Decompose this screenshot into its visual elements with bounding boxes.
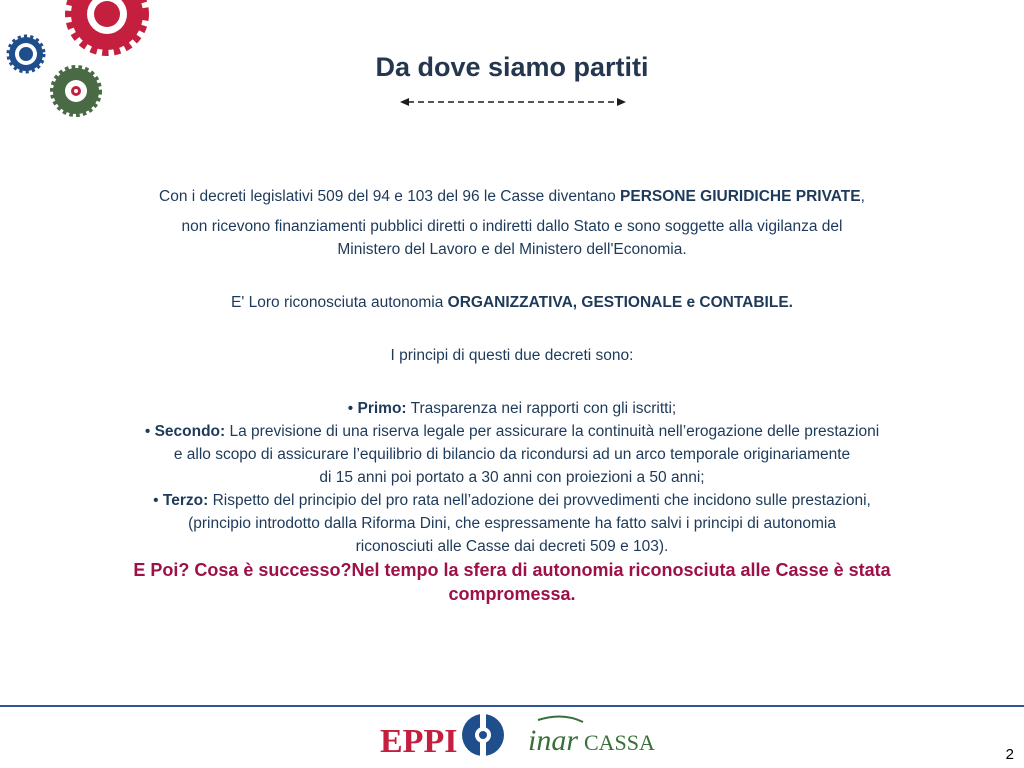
text-segment: E' Loro riconosciuta autonomia [231, 294, 448, 311]
inarcassa-logo [528, 716, 655, 757]
footer-logos [378, 712, 668, 760]
slide-title: Da dove siamo partiti [375, 52, 649, 82]
bullet-marker: • [347, 400, 358, 417]
bullet-text-line: riconosciuti alle Casse dai decreti 509 e 103). [355, 538, 669, 555]
paragraph-autonomy [60, 291, 964, 314]
paragraph-line: Ministero del Lavoro e del Ministero dell'Economia. [337, 241, 687, 258]
bullet-text-line: e allo scopo di assicurare l’equilibrio di bilancio da ricondursi ad un arco temporale originariamente [173, 446, 851, 463]
paragraph-status [60, 185, 964, 208]
svg-text:inar: inar [528, 724, 579, 757]
bullet-item [60, 397, 964, 420]
bullet-text: La previsione di una riserva legale per assicurare la continuità nell’erogazione delle prestazioni [229, 423, 880, 440]
paragraph-principles-intro: I principi di questi due decreti sono: [390, 347, 634, 364]
svg-text:CASSA: CASSA [584, 730, 655, 755]
bullet-text: Trasparenza nei rapporti con gli iscritti; [410, 400, 677, 417]
slide-body [60, 185, 964, 606]
bold-text: ORGANIZZATIVA, GESTIONALE e CONTABILE. [447, 294, 793, 311]
bullet-item [60, 420, 964, 443]
bullet-item [60, 489, 964, 512]
bullet-label: Primo: [357, 400, 407, 417]
bullet-marker: • [144, 423, 155, 440]
text-segment: Con i decreti legislativi 509 del 94 e 103 del 96 le Casse diventano [159, 188, 621, 205]
cipag-logo-icon [462, 714, 504, 756]
page-number: 2 [1005, 746, 1014, 763]
paragraph-line: non ricevono finanziamenti pubblici diretti o indiretti dallo Stato e sono soggette alla vigilanza del [181, 218, 843, 235]
highlight-question [60, 558, 964, 606]
bullet-label: Terzo: [162, 492, 209, 509]
text-segment: , [860, 188, 865, 205]
bullet-text-line: (principio introdotto dalla Riforma Dini, che espressamente ha fatto salvi i principi di autonomia [188, 515, 836, 532]
bullet-label: Secondo: [154, 423, 226, 440]
bullet-text: Rispetto del principio del pro rata nell’adozione dei provvedimenti che incidono sulle prestazioni, [212, 492, 871, 509]
double-arrow-icon [398, 95, 628, 109]
bold-text: PERSONE GIURIDICHE PRIVATE [620, 188, 861, 205]
bullet-marker: • [153, 492, 163, 509]
highlight-text: E Poi? Cosa è successo?Nel tempo la sfera di autonomia riconosciuta alle Casse è stata [133, 560, 891, 580]
highlight-text: compromessa. [448, 584, 576, 604]
footer-divider [0, 705, 1024, 707]
svg-text:EPPI: EPPI [380, 723, 458, 760]
eppi-logo [380, 723, 457, 760]
bullet-text-line: di 15 anni poi portato a 30 anni con proiezioni a 50 anni; [319, 469, 705, 486]
red-gear-icon [71, 0, 143, 50]
